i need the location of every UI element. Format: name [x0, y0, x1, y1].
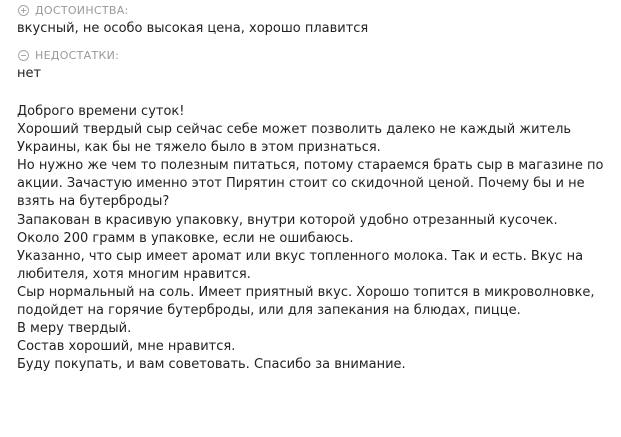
- review-paragraph: Доброго времени суток!: [17, 104, 185, 119]
- pros-text: вкусный, не особо высокая цена, хорошо плавится: [17, 21, 369, 36]
- review-paragraph: Сыр нормальный на соль. Имеет приятный вкус. Хорошо топится в микроволновке, подойдет на горячие бутерброды, или для запекания на блюдах, пицце.: [17, 284, 595, 319]
- review-content: [18, 0, 618, 374]
- cons-section: [18, 45, 618, 83]
- review-paragraph: В меру твердый.: [17, 321, 132, 337]
- cons-title: НЕДОСТАТКИ:: [35, 48, 120, 62]
- review-paragraph: Указанно, что сыр имеет аромат или вкус топленного молока. Так и есть. Вкус на любителя, хотя многим нравится.: [17, 248, 584, 282]
- review-paragraph: Но нужно же чем то полезным питаться, потому стараемся брать сыр в магазине по акции. Зачастую именно этот Пирятин стоит со скидочной ценой. Почему бы и не взять на бутерброды?: [17, 158, 604, 210]
- plus-circle-icon: [18, 5, 29, 16]
- review-paragraph: Состав хороший, мне нравится.: [17, 339, 236, 355]
- pros-header: [18, 0, 618, 20]
- review-paragraph: Около 200 грамм в упаковке, если не ошибаюсь.: [17, 230, 354, 246]
- minus-circle-icon: [18, 50, 29, 61]
- pros-section: [18, 0, 618, 38]
- pros-title: ДОСТОИНСТВА:: [35, 3, 129, 17]
- review-paragraph: Хороший твердый сыр сейчас себе может позволить далеко не каждый житель Украины, как бы не тяжело было в этом признаться.: [17, 122, 572, 156]
- review-paragraph: Запакован в красивую упаковку, внутри которой удобно отрезанный кусочек.: [17, 212, 558, 228]
- cons-text: нет: [17, 66, 42, 81]
- review-body: [17, 103, 618, 374]
- cons-header: [18, 45, 618, 65]
- review-paragraph: Буду покупать, и вам советовать. Спасибо за внимание.: [17, 357, 406, 373]
